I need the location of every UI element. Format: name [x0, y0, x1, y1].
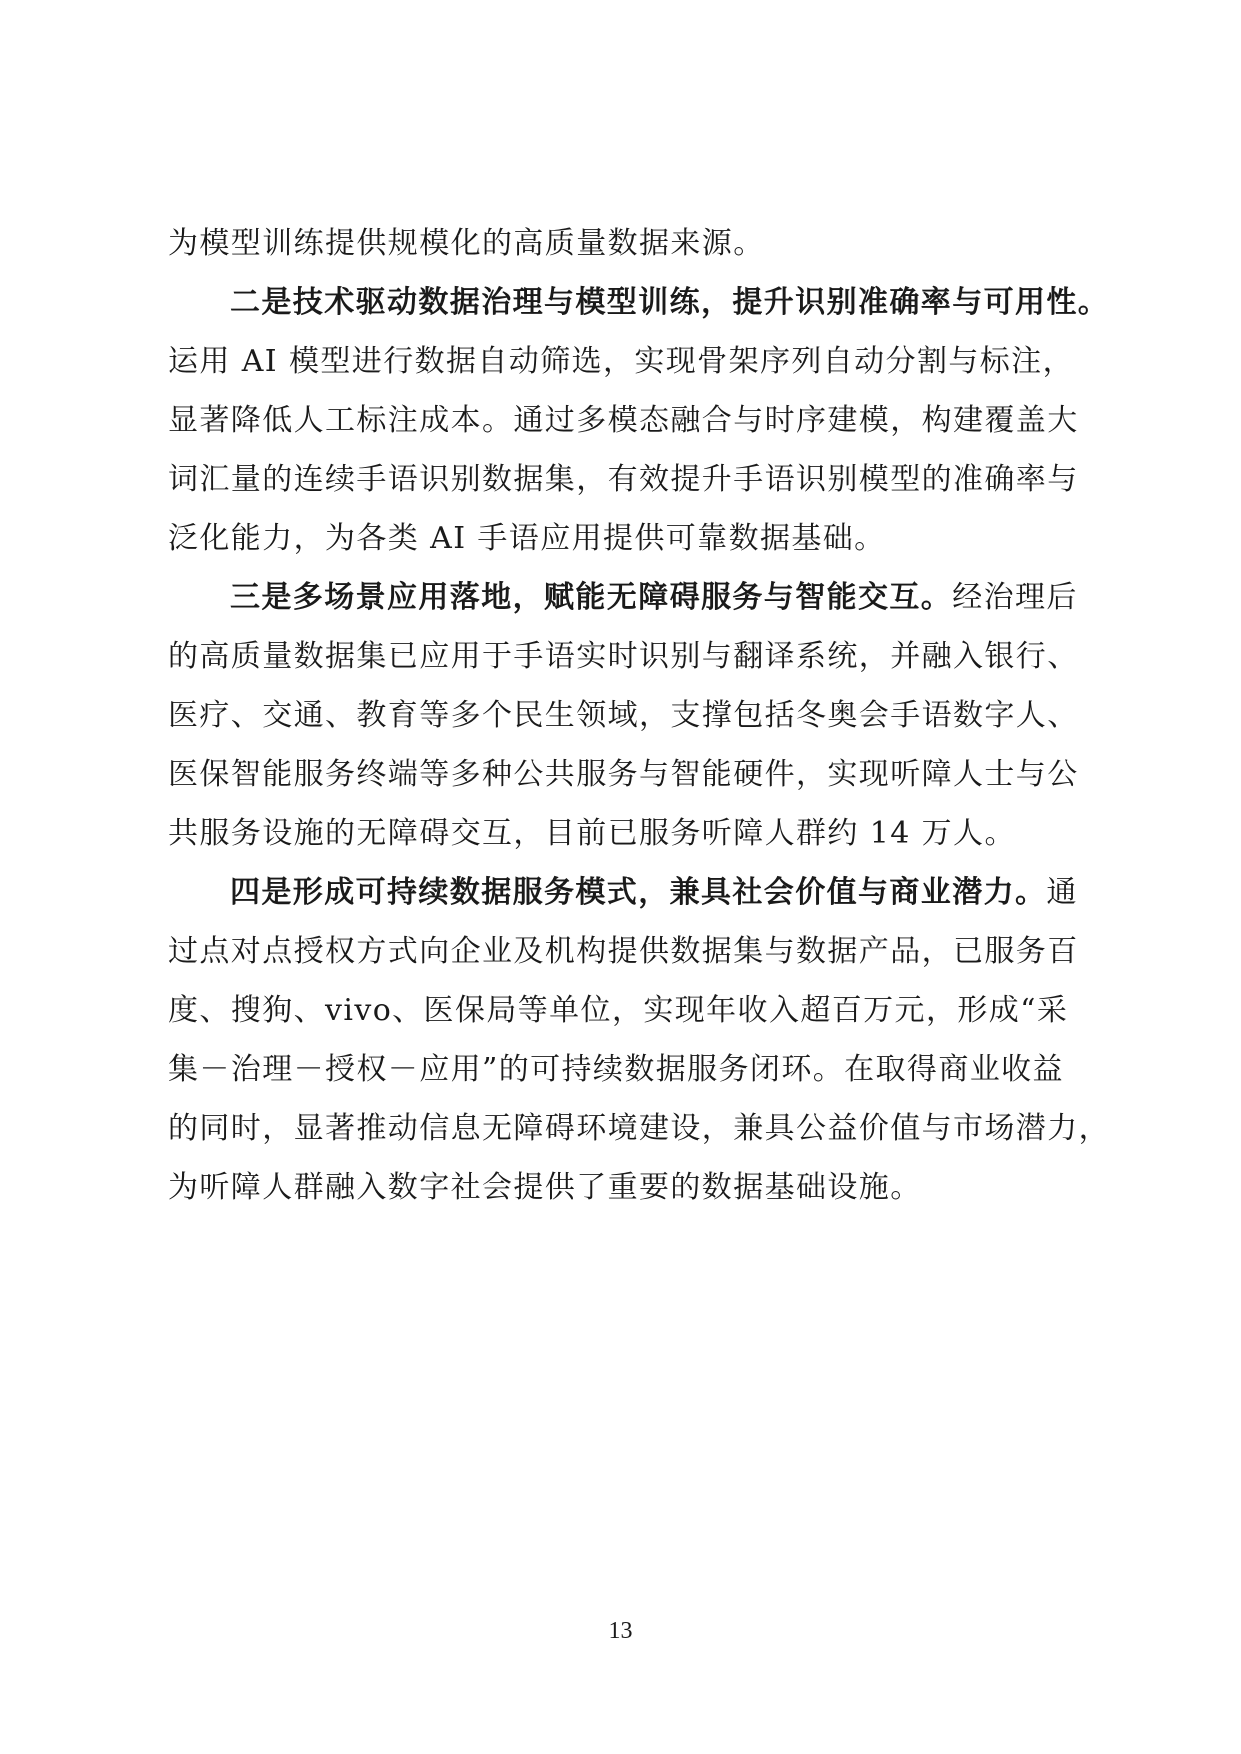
body-text: [168, 214, 1110, 1217]
paragraph-2-line-5: 泛化能力，为各类 AI 手语应用提供可靠数据基础。: [168, 521, 886, 556]
paragraph-2-line-1: [168, 273, 1110, 332]
paragraph-1-line-1: 为模型训练提供规模化的高质量数据来源。: [168, 226, 765, 261]
paragraph-2-heading: 二是技术驱动数据治理与模型训练，提升识别准确率与可用性。: [230, 285, 1110, 320]
paragraph-4-first-text: 通: [1046, 875, 1078, 910]
paragraph-3-heading: 三是多场景应用落地，赋能无障碍服务与智能交互。: [230, 580, 953, 615]
paragraph-3-line-2: 的高质量数据集已应用于手语实时识别与翻译系统，并融入银行、: [168, 639, 1079, 674]
paragraph-4-line-6: 为听障人群融入数字社会提供了重要的数据基础设施。: [168, 1170, 922, 1205]
paragraph-3-line-1: [168, 568, 1078, 627]
paragraph-3-line-4: 医保智能服务终端等多种公共服务与智能硬件，实现听障人士与公: [168, 757, 1079, 792]
paragraph-4-line-2: 过点对点授权方式向企业及机构提供数据集与数据产品，已服务百: [168, 934, 1079, 969]
paragraph-3-line-3: 医疗、交通、教育等多个民生领域，支撑包括冬奥会手语数字人、: [168, 698, 1079, 733]
paragraph-4-line-3: 度、搜狗、vivo、医保局等单位，实现年收入超百万元，形成“采: [168, 993, 1069, 1028]
paragraph-4-line-4: 集－治理－授权－应用”的可持续数据服务闭环。在取得商业收益: [168, 1052, 1064, 1087]
paragraph-4-heading: 四是形成可持续数据服务模式，兼具社会价值与商业潜力。: [230, 875, 1047, 910]
paragraph-2-line-2: 运用 AI 模型进行数据自动筛选，实现骨架序列自动分割与标注，: [168, 344, 1074, 379]
paragraph-3-first-text: 经治理后: [952, 580, 1078, 615]
paragraph-2-line-3: 显著降低人工标注成本。通过多模态融合与时序建模，构建覆盖大: [168, 403, 1079, 438]
paragraph-2-line-4: 词汇量的连续手语识别数据集，有效提升手语识别模型的准确率与: [168, 462, 1079, 497]
paragraph-3-line-5: 共服务设施的无障碍交互，目前已服务听障人群约 14 万人。: [168, 816, 1016, 851]
page-number: 13: [608, 1618, 633, 1644]
paragraph-4-line-1: [168, 863, 1078, 922]
paragraph-4-line-5: 的同时，显著推动信息无障碍环境建设，兼具公益价值与市场潜力，: [168, 1111, 1110, 1146]
